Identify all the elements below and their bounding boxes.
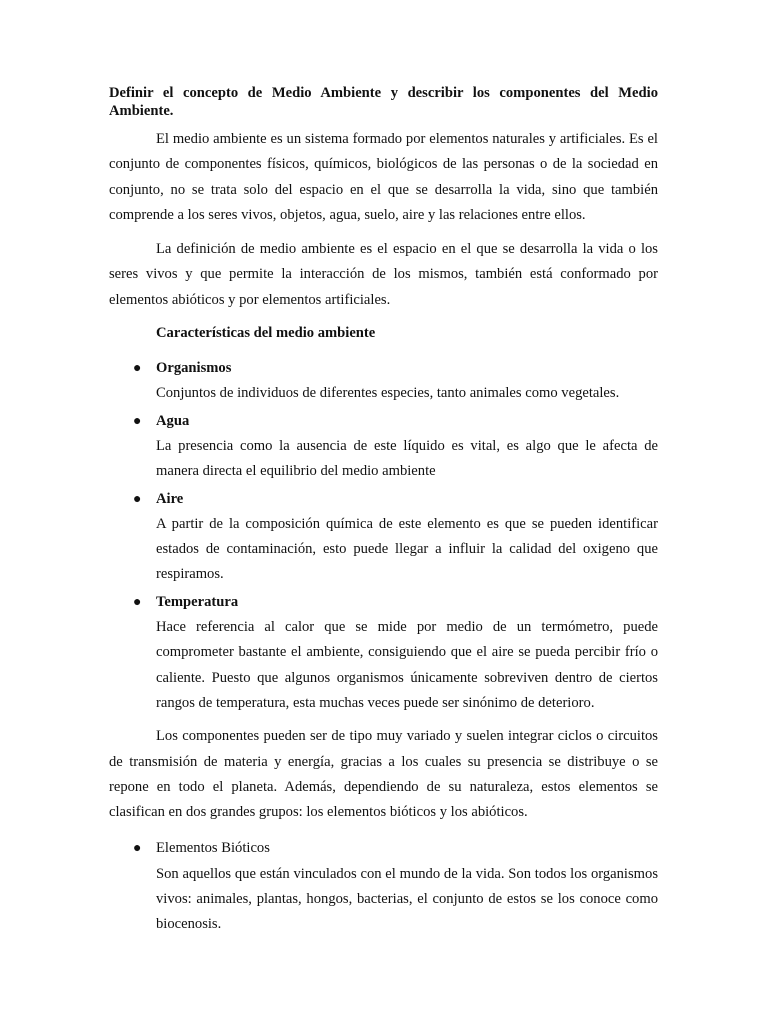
list-item-text: A partir de la composición química de este elemento es que se pueden identificar estados de contaminación, esto puede llegar a influir la calidad del oxigeno que respiramos. (156, 515, 658, 583)
characteristics-heading: Características del medio ambiente (156, 325, 376, 342)
list-item-text: Conjuntos de individuos de diferentes especies, tanto animales como vegetales. (156, 385, 620, 402)
bullet-icon: ● (133, 491, 142, 507)
list-item-organismos (109, 356, 658, 407)
document-title: Definir el concepto de Medio Ambiente y describir los componentes del Medio Ambiente. (109, 85, 658, 119)
characteristics-list (109, 356, 658, 716)
list-item-text: Son aquellos que están vinculados con el mundo de la vida. Son todos los organismos vivos: animales, plantas, hongos, bacterias, el conjunto de estos se los conoce como biocenosis. (156, 865, 658, 933)
bullet-icon: ● (133, 841, 142, 857)
paragraph-definition: El medio ambiente es un sistema formado por elementos naturales y artificiales. Es el conjunto de componentes físicos, químicos, biológicos de las personas o de la sociedad en conjunto, no se trata solo del espacio en el que se desarrolla la vida, sino que también comprende a los seres vivos, objetos, agua, suelo, aire y las relaciones entre ellos. (109, 131, 658, 223)
list-item-text: Hace referencia al calor que se mide por medio de un termómetro, puede comprometer bastante el ambiente, consiguiendo que el aire se pueda percibir frío o caliente. Puesto que algunos organismos únicamente sobreviven dentro de ciertos rangos de temperatura, esta muchas veces puede ser sinónimo de deterioro. (156, 619, 658, 711)
list-item-text: La presencia como la ausencia de este líquido es vital, es algo que le afecta de manera directa el equilibrio del medio ambiente (156, 437, 658, 480)
list-item-title: Agua (156, 412, 190, 429)
list-item-aire (109, 487, 658, 588)
list-item-title: Organismos (156, 360, 232, 377)
bullet-icon: ● (133, 361, 142, 377)
list-item-title: Temperatura (156, 593, 239, 610)
bullet-icon: ● (133, 413, 142, 429)
list-item-bioticos (109, 836, 658, 937)
paragraph-components: Los componentes pueden ser de tipo muy variado y suelen integrar ciclos o circuitos de transmisión de materia y energía, gracias a los cuales su presencia se distribuye o se repone en todo el planeta. Además, dependiendo de su naturaleza, estos elementos se clasifican en dos grandes grupos: los elementos bióticos y los abióticos. (109, 728, 658, 821)
bullet-icon: ● (133, 594, 142, 610)
components-list (109, 836, 658, 937)
list-item-title: Aire (156, 490, 184, 507)
list-item-temperatura (109, 590, 658, 716)
list-item-title: Elementos Bióticos (156, 840, 270, 857)
document-body (109, 84, 658, 940)
paragraph-environment: La definición de medio ambiente es el espacio en el que se desarrolla la vida o los seres vivos y que permite la interacción de los mismos, también está conformado por elementos abióticos y por elementos artificiales. (109, 241, 658, 308)
list-item-agua (109, 409, 658, 485)
